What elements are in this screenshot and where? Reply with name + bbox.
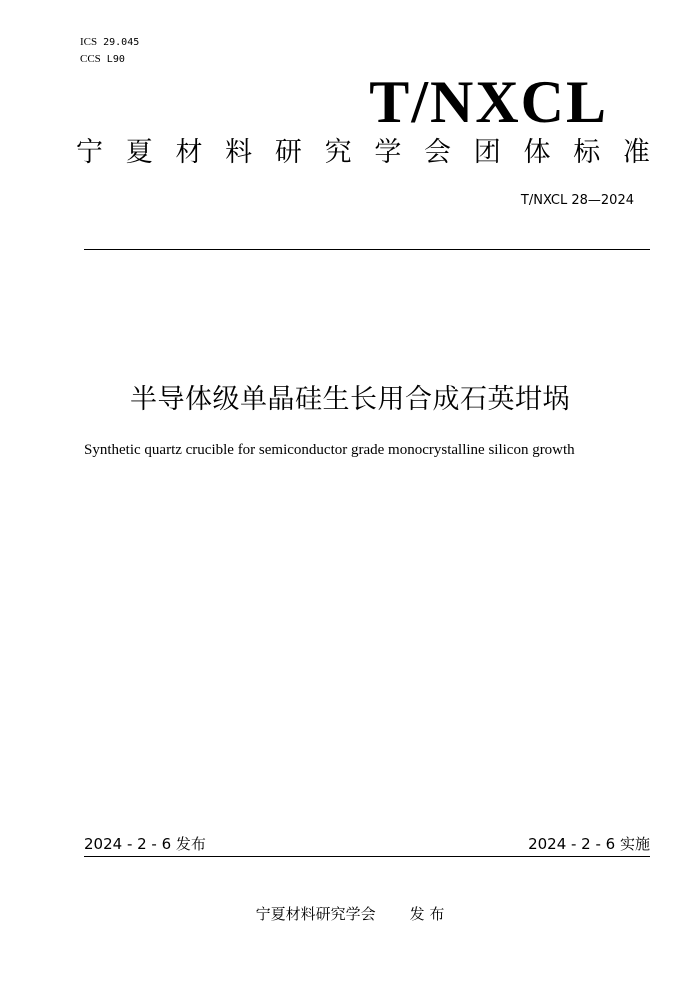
bottom-divider [84, 856, 650, 857]
org-title-char: 标 [573, 137, 601, 168]
ccs-row [80, 51, 139, 68]
standard-logo: T/NXCL [369, 69, 608, 135]
org-title-char: 团 [473, 137, 501, 168]
org-title-char: 料 [225, 137, 253, 168]
ics-row [80, 34, 139, 51]
organization-title [76, 136, 650, 170]
org-title-char: 体 [523, 137, 551, 168]
org-title-char: 材 [175, 137, 203, 168]
ccs-value: L90 [106, 54, 125, 65]
org-title-char: 宁 [76, 137, 103, 168]
ccs-label: CCS [80, 53, 101, 65]
document-title-chinese: 半导体级单晶硅生长用合成石英坩埚 [130, 384, 570, 415]
publisher-line [0, 904, 700, 924]
org-title-char: 研 [274, 137, 302, 168]
standard-number: T/NXCL 28—2024 [520, 193, 634, 208]
ics-label: ICS [80, 36, 98, 48]
top-divider [84, 249, 650, 250]
org-title-char: 学 [374, 137, 402, 168]
publisher-name: 宁夏材料研究学会 [255, 905, 376, 923]
org-title-char: 夏 [125, 137, 153, 168]
classification-codes [80, 34, 139, 68]
org-title-char: 究 [324, 137, 352, 168]
publish-date: 2024 - 2 - 6 发布 [84, 835, 206, 853]
publisher-action: 发 布 [409, 905, 445, 923]
org-title-char: 会 [424, 137, 452, 168]
document-title-english: Synthetic quartz crucible for semiconductor grade monocrystalline silicon growth [84, 442, 575, 458]
org-title-char: 准 [622, 137, 650, 168]
implement-date: 2024 - 2 - 6 实施 [528, 835, 650, 853]
ics-value: 29.045 [103, 37, 140, 48]
